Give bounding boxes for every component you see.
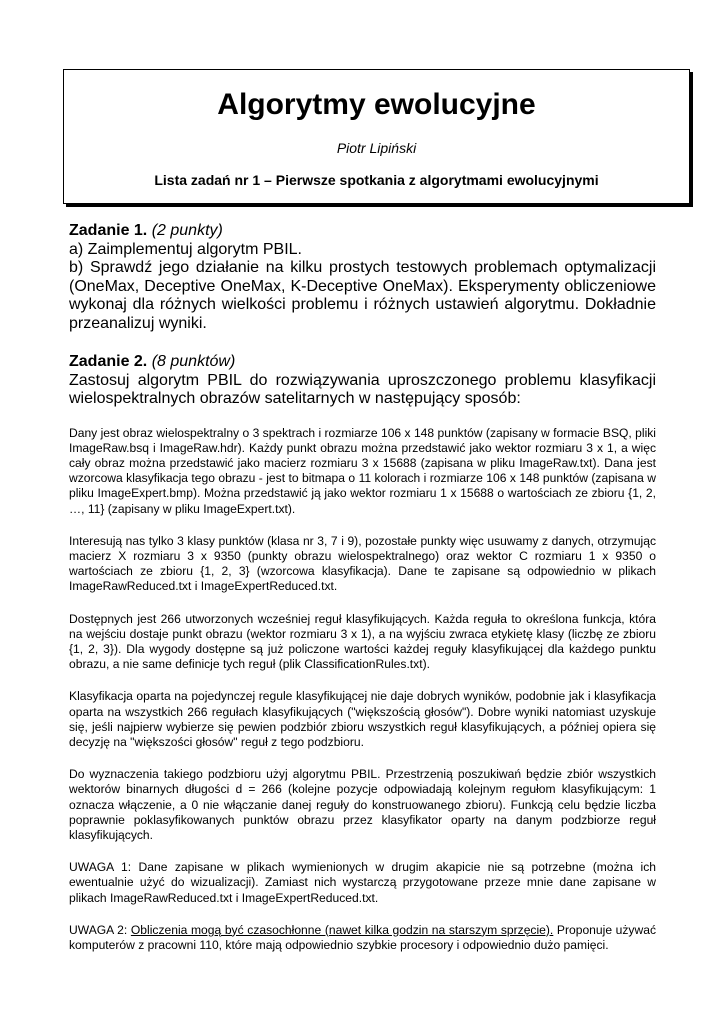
- task-1-heading: [69, 222, 656, 241]
- task-1: [69, 222, 656, 333]
- task-2-label: Zadanie 2.: [69, 353, 148, 370]
- task-2-note-1: UWAGA 1: Dane zapisane w plikach wymienionych w drugim akapicie nie są potrzebne (można ich ewentualnie użyć do wizualizacji). Zamiast nich wystarczą przygotowane przeze mnie dane zapisane w plikach ImageRawReduced.txt i ImageExpertReduced.txt.: [69, 860, 656, 905]
- task-1-item-a: a) Zaimplementuj algorytm PBIL.: [69, 240, 302, 258]
- task-1-item-b: b) Sprawdź jego działanie na kilku prostych testowych problemach optymalizacji (OneMax, Deceptive OneMax, K-Deceptive OneMax). Eksperymenty obliczeniowe wykonaj dla różnych wielkości problemu i różnych ustawień algorytmu. Dokładnie przeanalizuj wyniki.: [69, 259, 656, 332]
- task-2-details: [69, 426, 656, 954]
- note-2-prefix: UWAGA 2:: [69, 922, 131, 937]
- task-2-paragraph: Do wyznaczenia takiego podzbioru użyj algorytmu PBIL. Przestrzenią poszukiwań będzie zbiór wszystkich wektorów binarnych długości d = 266 (kolejne pozycje odpowiadają kolejnym regułom klasyfikującym: 1 oznacza włączenie, a 0 nie włączanie danej reguły do konstruowanego zbioru). Funkcją celu będzie liczba poprawnie poklasyfikowanych punktów obrazu przez klasyfikator oparty na danym podzbiorze reguł klasyfikujących.: [69, 767, 656, 842]
- task-2-paragraph: Interesują nas tylko 3 klasy punktów (klasa nr 3, 7 i 9), pozostałe punkty więc usuwamy z danych, otrzymując macierz X rozmiaru 3 x 9350 (punkty obrazu wielospektralnego) oraz wektor C rozmiaru 1 x 9350 o wartościach ze zbioru {1, 2, 3} (wzorcowa klasyfikacja). Dane te zapisane są odpowiednio w plikach ImageRawReduced.txt i ImageExpertReduced.txt.: [69, 533, 656, 594]
- task-1-label: Zadanie 1.: [69, 222, 148, 239]
- note-2-underlined: Obliczenia mogą być czasochłonne (nawet kilka godzin na starszym sprzęcie).: [130, 922, 554, 937]
- task-2-paragraph: Dostępnych jest 266 utworzonych wcześniej reguł klasyfikujących. Każda reguła to określona funkcja, która na wejściu dostaje punkt obrazu (wektor rozmiaru 3 x 1), a na wyjściu zwraca etykietę klasy (liczbę ze zbioru {1, 2, 3}). Dla wygody dostępne są już policzone wartości każdej reguły klasyfikującej dla każdego punktu obrazu, a nie same definicje tych reguł (plik ClassificationRules.txt).: [69, 611, 656, 672]
- doc-subtitle: Lista zadań nr 1 – Pierwsze spotkania z algorytmami ewolucyjnymi: [154, 172, 599, 188]
- document-body: [69, 222, 656, 953]
- doc-title: Algorytmy ewolucyjne: [217, 88, 536, 121]
- task-2-paragraph: Dany jest obraz wielospektralny o 3 spektrach i rozmiarze 106 x 148 punktów (zapisany w formacie BSQ, pliki ImageRaw.bsq i ImageRaw.hdr). Każdy punkt obrazu można przedstawić jako wektor rozmiaru 3 x 1, a więc cały obraz można przedstawić jako macierz rozmiaru 3 x 15688 (zapisana w pliku ImageRaw.txt). Dana jest wzorcowa klasyfikacja tego obrazu - jest to bitmapa o 11 kolorach i rozmiarze 106 x 148 punktów (zapisana w pliku ImageExpert.bmp). Można przedstawić ją jako wektor rozmiaru 1 x 15688 o wartościach ze zbioru {1, 2, …, 11} (zapisany w pliku ImageExpert.txt).: [69, 425, 656, 516]
- doc-author: Piotr Lipiński: [336, 140, 417, 156]
- task-2: [69, 353, 656, 409]
- task-2-intro: Zastosuj algorytm PBIL do rozwiązywania uproszczonego problemu klasyfikacji wielospektralnych obrazów satelitarnych w następujący sposób:: [69, 371, 656, 407]
- note-2-suffix: Proponuje używać komputerów z pracowni 110, które mają odpowiednio szybkie procesory i odpowiednio dużo pamięci.: [69, 922, 656, 952]
- header-box: [63, 69, 690, 204]
- task-2-paragraph: Klasyfikacja oparta na pojedynczej regule klasyfikującej nie daje dobrych wyników, podobnie jak i klasyfikacja oparta na wszystkich 266 regułach klasyfikujących ("większością głosów"). Dobre wyniki natomiast uzyskuje się, jeśli najpierw wybierze się pewien podzbiór zbioru wszystkich reguł klasyfikujących, a później opiera się decyzję na "większości głosów" reguł z tego podzbioru.: [69, 689, 656, 749]
- task-2-note-2: [69, 923, 656, 953]
- task-2-points: (8 punktów): [151, 353, 236, 370]
- task-2-heading: [69, 353, 656, 372]
- task-1-points: (2 punkty): [151, 222, 223, 239]
